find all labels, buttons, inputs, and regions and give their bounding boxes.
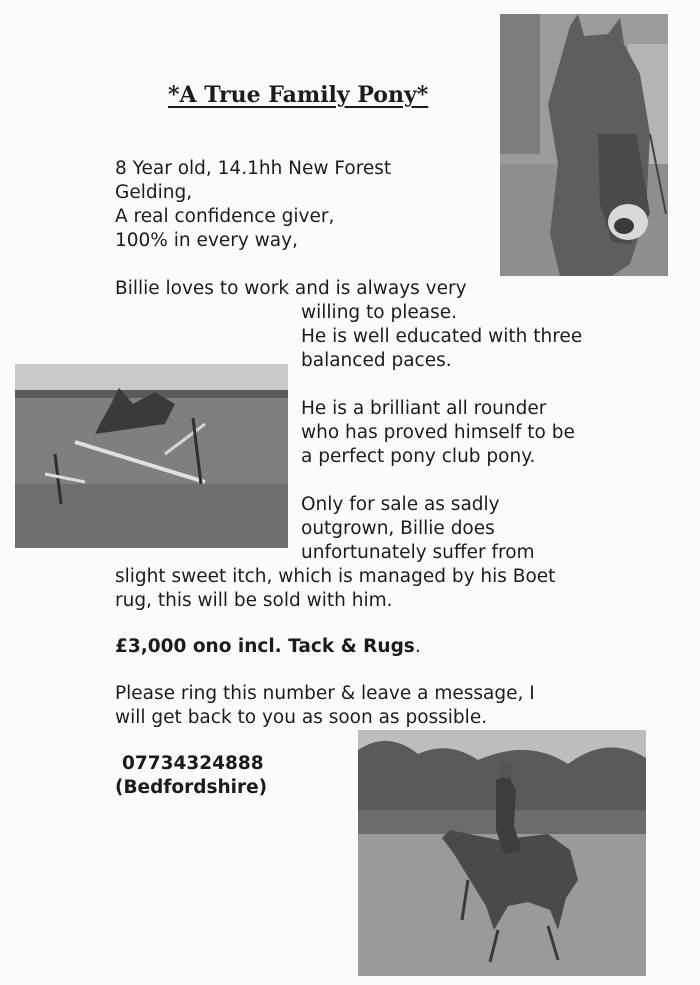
location: (Bedfordshire): [115, 777, 268, 798]
sale-line-5: rug, this will be sold with him.: [115, 590, 393, 611]
page-title: *A True Family Pony*: [168, 82, 429, 108]
intro-line-3: A real confidence giver,: [115, 206, 335, 227]
sale-line-4: slight sweet itch, which is managed by his Boet: [115, 566, 556, 587]
intro-line-2: Gelding,: [115, 182, 193, 203]
allrounder-line-3: a perfect pony club pony.: [301, 446, 536, 467]
pony-riding-photo: [358, 730, 646, 976]
phone-number: 07734324888: [122, 753, 264, 774]
sale-line-3: unfortunately suffer from: [301, 542, 535, 563]
work-line-4: balanced paces.: [301, 350, 452, 371]
pony-jumping-image: [15, 364, 288, 548]
contact-line-2: will get back to you as soon as possible.: [115, 707, 488, 728]
price: £3,000 ono incl. Tack & Rugs: [115, 636, 415, 657]
contact-line-1: Please ring this number & leave a message, I: [115, 683, 535, 704]
sale-line-1: Only for sale as sadly: [301, 494, 500, 515]
pony-head-photo: [500, 14, 668, 276]
intro-line-4: 100% in every way,: [115, 230, 298, 251]
price-line: [115, 635, 421, 659]
pony-riding-image: [358, 730, 646, 976]
work-line-1: Billie loves to work and is always very: [115, 278, 467, 299]
price-suffix: .: [414, 636, 421, 657]
sale-line-2: outgrown, Billie does: [301, 518, 495, 539]
work-line-3: He is well educated with three: [301, 326, 583, 347]
pony-jumping-photo: [15, 364, 288, 548]
allrounder-line-2: who has proved himself to be: [301, 422, 575, 443]
pony-head-image: [500, 14, 668, 276]
work-line-2: willing to please.: [301, 302, 457, 323]
allrounder-line-1: He is a brilliant all rounder: [301, 398, 547, 419]
intro-line-1: 8 Year old, 14.1hh New Forest: [115, 158, 392, 179]
